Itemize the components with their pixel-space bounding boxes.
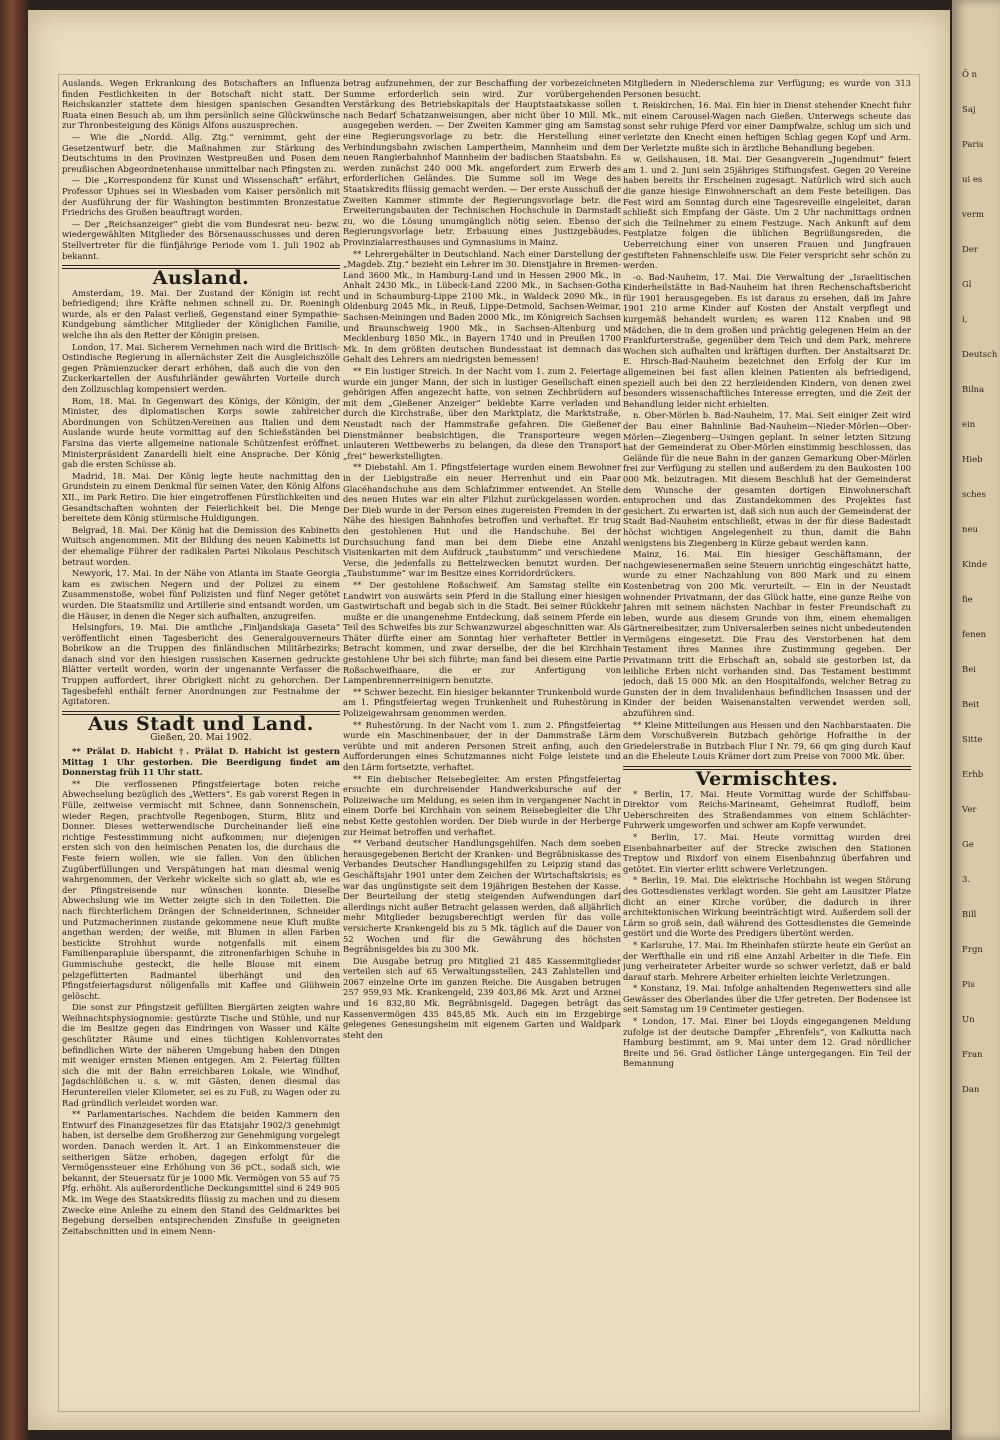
- article-text: ** Diebstahl. Am 1. Pfingstfeiertage wurden einem Bewohner in der Liebigstraße ein neuer Herrenhut und ein Paar Glacéhandschuhe aus dem Schlafzimmer entwendet. An Stelle des neuen Hutes war ein alter Filzhut zurückgelassen worden. Der Dieb wurde in der Person eines zugereisten Fremden in der Nähe des hiesigen Bahnhofes betroffen und verhaftet. Er trug den gestohlenen Hut und die Handschuhe. Bei der Durchsuchung fand man bei dem Diebe eine Anzahl Visitenkarten mit dem Aufdruck „taubstumm“ und verschiedene Verse, die jedenfalls zu Bettelzwecken benutzt wurden. Der „Taubstumme“ war im Besitze eines Korridordrückers.: [343, 462, 621, 579]
- adjacent-page-fragment: i,: [962, 315, 968, 325]
- adjacent-page-fragment: Dan: [962, 1085, 980, 1095]
- article-text: — Der „Reichsanzeiger“ giebt die vom Bundesrat neu- bezw. wiedergewählten Mitglieder des Börsenausschusses und deren Stellvertreter für die fünfjährige Periode vom 1. Juli 1902 ab bekannt.: [62, 218, 340, 261]
- section-heading-stadt-und-land: Aus Stadt und Land.: [88, 712, 314, 735]
- article-text: Newyork, 17. Mai. In der Nähe von Atlanta im Staate Georgia kam es zwischen Negern und der Polizei zu einem Zusammenstoße, wobei fünf Polizisten und fünf Neger getötet wurden. Die Staatsmiliz und Artillerie sind entsandt worden, um die Häuser, in denen die Neger sich aufhalten, anzugreifen.: [62, 568, 340, 621]
- adjacent-page-fragment: Saj: [962, 105, 976, 115]
- section-heading-ausland: Ausland.: [152, 267, 250, 290]
- article-text: ** Kleine Mitteilungen aus Hessen und den Nachbarstaaten. Die dem Vorschußverein Butzbach gehörige Hofraithe in der Griedelerstraße in Butzbach Flur I Nr. 79, 66 qm ging durch Kauf an die Eheleute Louis Krämer dort zum Preise von 7000 Mk. über.: [623, 719, 911, 762]
- article-text: * Berlin, 17. Mai. Heute vormittag wurden drei Eisenbahnarbeiter auf der Strecke zwischen den Stationen Treptow und Rixdorf von einem Eisenbahnzug überfahren und getötet. Ein vierter erlitt schwere Verletzungen.: [623, 831, 911, 874]
- article-text: Rom, 18. Mai. In Gegenwart des Königs, der Königin, der Minister, des diplomatischen Korps sowie zahlreicher Abordnungen von Schützen-Vereinen aus Italien und dem Auslande wurde heute vormittag auf den Schießständen bei Farsina das vierte allgemeine nationale Schützenfest eröffnet. Ministerpräsident Zanardelli hielt eine Ansprache. Der König gab die ersten Schüsse ab.: [62, 395, 340, 470]
- article-text: ** Verband deutscher Handlungsgehilfen. Nach dem soeben herausgegebenen Bericht der Kranken- und Begräbniskasse des Verbandes Deutscher Handlungsgehilfen zu Leipzig stand das Geschäftsjahr 1901 unter dem Zeichen der Wirtschaftskrisis; es war das ungünstigste seit dem 19jährigen Bestehen der Kasse. Der Beurteilung der stetig steigenden Aufwendungen darf allerdings nicht außer Betracht gelassen werden, daß alljährlich mehr Mitglieder bezugsberechtigt werden für das volle versicherte Krankengeld bis zu 5 Mk. täglich auf die Dauer von 52 Wochen und für die Gewährung des höchsten Begräbnisgeldes bis zu 300 Mk.: [343, 838, 621, 955]
- article-text: ** Ein lustiger Streich. In der Nacht vom 1. zum 2. Feiertage wurde ein junger Mann, der sich in lustiger Gesellschaft einen gehörigen Affen angezecht hatte, von seinen Zechbrüdern auf mit dem „Gießener Anzeiger“ beklebte Karre verladen und durch die Kirchstraße, über den Marktplatz, die Marktstraße, Neustadt nach der Hammstraße gefahren. Die Gießener Dienstmänner beabsichtigen, die Transporteure wegen unlauteren Wettbewerbs zu belangen, da diese den Transport „frei“ bewerkstelligten.: [343, 366, 621, 461]
- article-text: * Berlin, 17. Mai. Heute Vormittag wurde der Schiffsbau-Direktor vom Reichs-Marineamt, Geheimrat Rudloff, beim Ueberschreiten des Straßendammes von einem Schlächter-Fuhrwerk umgeworfen und schwer am Kopfe verwundet.: [623, 788, 911, 831]
- article-text: Amsterdam, 19. Mai. Der Zustand der Königin ist recht befriedigend; ihre Kräfte nehmen schnell zu. Dr. Roeningh wurde, als er den Palast verließ, Gegenstand einer Sympathie-Kundgebung sämtlicher Mitglieder der Königlichen Familie, welche ihn als den Retter der Königin preisen.: [62, 287, 340, 341]
- column-3: [623, 78, 911, 1408]
- adjacent-page-fragment: ui es: [962, 175, 983, 185]
- article-text: ** Parlamentarisches. Nachdem die beiden Kammern den Entwurf des Finanzgesetzes für das Etatsjahr 1902/3 genehmigt haben, ist derselbe dem Großherzog zur Genehmigung vorgelegt worden. Danach werden lt. Art. 1 an Einkommensteuer die seitherigen Sätze erhoben, dagegen erfolgt für die Vermögenssteuer eine Erhöhung von 36 pCt., sodaß sich, wie bekannt, der Steuersatz für je 1000 Mk. Vermögen von 55 auf 75 Pfg. erhöht. Als außerordentliche Deckungsmittel sind 6 249 905 Mk. im Wege des Staatskredits flüssig zu machen und zu diesem Zwecke eine Anleihe zu einem den Stand des Geldmarktes bei Begebung derselben entsprechenden Zinsfuße in geeigneten Zeitabschnitten und in einem Nenn-: [62, 1109, 340, 1236]
- adjacent-page-fragment: Deutsch: [962, 350, 998, 360]
- article-text: Belgrad, 18. Mai. Der König hat die Demission des Kabinetts Wuitsch angenommen. Mit der Bildung des neuen Kabinetts ist der ehemalige Führer der radikalen Partei Nikolaus Peschitsch betraut worden.: [62, 524, 340, 567]
- adjacent-page-fragment: 3.: [962, 875, 971, 885]
- article-text: * Karlsruhe, 17. Mai. Im Rheinhafen stürzte heute ein Gerüst an der Werfthalle ein und riß eine Anzahl Arbeiter in die Tiefe. Ein jung verheirateter Arbeiter wurde so schwer verletzt, daß er bald darauf starb. Mehrere Arbeiter erhielten leichte Verletzungen.: [623, 939, 911, 982]
- adjacent-page-fragment: Paris: [962, 140, 984, 150]
- adjacent-page-fragment: Bilna: [962, 385, 985, 395]
- adjacent-page-fragment: Hieb: [962, 455, 983, 465]
- article-text: w. Geilshausen, 18. Mai. Der Gesangverein „Jugendmut“ feiert am 1. und 2. Juni sein 25jähriges Stiftungsfest. Gegen 20 Vereine haben bereits ihr Erscheinen zugesagt. Natürlich wird sich auch die ganze hiesige Einwohnerschaft an dem Feste beteiligen. Das Fest wird am Sonntag durch eine Tagesreveille eingeleitet, daran schließt sich Empfang der Gäste. Um 2 Uhr nachmittags ordnen sich die Teilnehmer zu einem Festzuge. Nach Ankunft auf dem Festplatze folgen die üblichen Begrüßungsreden, die Ueberreichung einer von unseren Frauen und Jungfrauen gestifteten Fahnenschleife usw. Die Feier verspricht sehr schön zu werden.: [623, 154, 911, 271]
- article-text: Mainz, 16. Mai. Ein hiesiger Geschäftsmann, der nachgewiesenermaßen seine Steuern unrichtig eingeschätzt hatte, wurde zu einer Nachzahlung von 800 Mark und zu einem Kostenbetrag von 200 Mk. verurteilt. — Ein in der Neustadt wohnender Privatmann, der das Glück hatte, eine ganze Reihe von Jahren mit seinem nächsten Nachbar in fester Freundschaft zu leben, wurde aus diesem Grunde von ihm, einem ehemaligen Gärtnereibesitzer, zum Universalerben seines nicht unbedeutenden Vermögens eingesetzt. Die Frau des Verstorbenen hat dem Testament ihres Mannes ihre Zustimmung gegeben. Der Privatmann tritt die Erbschaft an, sobald sie gestorben ist, da leibliche Erben nicht vorhanden sind. Das Testament bestimmt jedoch, daß 15 000 Mk. an den Hospitalfonds, welcher Betrag zu Gunsten der in dem Invalidenhaus befindlichen Insassen und der Kinder der beiden Waisenanstalten verwendet werden soll, abzuführen sind.: [623, 549, 911, 719]
- article-text: — Wie die „Nordd. Allg. Ztg.“ vernimmt, geht der Gesetzentwurf betr. die Maßnahmen zur Stärkung des Deutschtums in den Provinzen Westpreußen und Posen dem preußischen Abgeordnetenhause unmittelbar nach Pfingsten zu.: [62, 131, 340, 174]
- adjacent-page-fragment: Ge: [962, 840, 974, 850]
- adjacent-page-fragment: Beit: [962, 700, 980, 710]
- article-text: * Berlin, 19. Mai. Die elektrische Hochbahn ist wegen Störung des Gottesdienstes verklagt worden. Sie geht am Lausitzer Platze dicht an einer Kirche vorüber, die dadurch in ihrer architektonischen Wirkung beeinträchtigt wird. Außerdem soll der Lärm so groß sein, daß während des Gottesdienstes die Gemeinde gestört und die Worte des Predigers übertönt werden.: [623, 875, 911, 939]
- adjacent-page-fragment: Bill: [962, 910, 977, 920]
- article-text: betrag aufzunehmen, der zur Beschaffung der vorbezeichneten Summe erforderlich sein wird. Zur vorübergehenden Verstärkung des Betriebskapitals der Hauptstaatskasse sollen nach Bedarf Schatzanweisungen, aber nicht über 10 Mill. Mk., ausgegeben werden. — Der Zweiten Kammer ging am Samstag eine Regierungsvorlage zu betr. die Herstellung einer Verbindungsbahn zwischen Lampertheim, Mannheim und dem neuen Rangierbahnhof Mannheim der badischen Staatsbahn. Es werden zunächst 240 000 Mk. angefordert zum Erwerb des erforderlichen Geländes. Die Summe soll im Wege des Staatskredits flüssig gemacht werden. — Der erste Ausschuß der Zweiten Kammer stimmte der Regierungsvorlage betr. die Erweiterungsbauten der Technischen Hochschule in Darmstadt zu, wo die Lösung unumgänglich nötig seien. Ebenso der Regierungsvorlage betr. Erbauung eines Justizgebäudes, Provinzialarresthauses und Gymnasiums in Mainz.: [343, 78, 621, 247]
- adjacent-page-fragment: Ö n: [962, 70, 978, 80]
- article-text: — Die „Korrespondenz für Kunst und Wissenschaft“ erfährt, Professor Uphues sei in Wiesbaden vom Kaiser persönlich mit der Ausführung der für Washington bestimmten Bronzestatue Friedrichs des Großen beauftragt worden.: [62, 175, 340, 218]
- article-text: n. Ober-Mörlen b. Bad-Nauheim, 17. Mai. Seit einiger Zeit wird der Bau einer Bahnlinie Bad-Nauheim—Nieder-Mörlen—Ober-Mörlen—Ziegenberg—Usingen geplant. In seiner letzten Sitzung hat der Gemeinderat zu Ober-Mörlen einstimmig beschlossen, das Gelände für die neue Bahn in der ganzen Gemarkung Ober-Mörlen frei zur Verfügung zu stellen und außerdem zu den Baukosten 100 000 Mk. beizutragen. Mit diesem Beschluß hat der Gemeinderat dem Wunsche der gesamten dortigen Einwohnerschaft entsprochen und das Zustandekommen des Projektes fast gesichert. Zu erwarten ist, daß sich nun auch der Gemeinderat der Stadt Bad-Nauheim entschließt, etwas in der für diese Badestadt höchst wichtigen Angelegenheit zu thun, damit die Bahn wenigstens bis Ziegenberg in Kürze gebaut werden kann.: [623, 410, 911, 548]
- book-spine: [0, 0, 28, 1440]
- adjacent-page-fragment: verm: [962, 210, 984, 220]
- article-text: ** Der gestohlene Roßschweif. Am Samstag stellte ein Landwirt von auswärts sein Pferd in die Stallung einer hiesigen Gastwirtschaft und begab sich in die Stadt. Bei seiner Rückkehr mußte er die unangenehme Entdeckung, daß seinem Pferde ein Teil des Schweifes bis zur Schwanzwurzel abgeschnitten war. Als Thäter dürfte einer am Sonntag hier verhafteter Bettler in Betracht kommen, und zwar derselbe, der die bei Kirchhain gestohlene Uhr bei sich führte; man fand bei diesem eine Partie Roßschweifhaare, die er zur Anfertigung von Lampenbrennerreinigern benutzte.: [343, 579, 621, 686]
- adjacent-page-fragment: fenen: [962, 630, 987, 640]
- article-text: ** Prälat D. Habicht †. Prälat D. Habicht ist gestern Mittag 1 Uhr gestorben. Die Beerdigung findet am Donnerstag früh 11 Uhr statt.: [62, 746, 340, 778]
- adjacent-page-fragment: Kinde: [962, 560, 988, 570]
- article-text: * London, 17. Mai. Einer bei Lloyds eingegangenen Meldung zufolge ist der deutsche Dampfer „Ehrenfels“, von Kalkutta nach Hamburg bestimmt, am 9. Mai unter dem 12. Grad nördlicher Breite und 56. Grad östlicher Länge untergegangen. Ein Teil der Bemannung: [623, 1016, 911, 1069]
- dateline: Gießen, 20. Mai 1902.: [150, 733, 252, 744]
- adjacent-page-fragment: Pis: [962, 980, 975, 990]
- article-text: Die sonst zur Pfingstzeit gefüllten Biergärten zeigten wahre Weihnachtsphysiognomie: gestürzte Tische und Stühle, und nur die im Besitze gegen das Eindringen von Wasser und Kälte geschützter Räume und eines tüchtigen Kohlenvorrates befindlichen Wirte der näheren Umgebung haben den Dingen mit weniger ernsten Mienen entgegen. Am 2. Feiertag füllten sich die mit der Bahn erreichbaren Lokale, wie Windhof, Jagdschlößchen u. s. w. mit Gästen, denen diesmal das Heruntereilen vieler Kilometer, sei es zu Fuß, zu Wagen oder zu Rad gründlich verleidet worden war.: [62, 1002, 340, 1108]
- article-text: London, 17. Mai. Sicherem Vernehmen nach wird die Britisch-Ostindische Regierung in allernächster Zeit die Ausgleichszölle gegen Prämienzucker derart erhöhen, daß auch die von den Zuckerkartellen der Ausfuhrländer gewährten Vorteile durch den Zollzuschlag kompensiert werden.: [62, 341, 340, 395]
- adjacent-page-fragment: Sitte: [962, 735, 983, 745]
- adjacent-page-edge: [952, 0, 1000, 1440]
- column-2: [343, 78, 621, 1408]
- article-text: -o. Bad-Nauheim, 17. Mai. Die Verwaltung der „Israelitischen Kinderheilstätte in Bad-Nauheim hat ihren Rechenschaftsbericht für 1901 herausgegeben. Es ist daraus zu ersehen, daß im Jahre 1901 210 arme Kinder auf Kosten der Anstalt verpflegt und kurgemäß behandelt wurden; es waren 112 Knaben und 98 Mädchen, die in dem großen und prächtig gelegenen Heim an der Frankfurterstraße, gegenüber dem Teich und dem Park, mehrere Wochen sich aufhalten und kräftigen durften. Der Anstaltsarzt Dr. E. Hirsch-Bad-Nauheim bezeichnet den Erfolg der Kur im allgemeinen bei fast allen kleinen Patienten als befriedigend, speziell auch bei den 22 herzleidenden Kindern, von denen zwei besonders wissenschaftliches Interesse erregten, und die Zeit der Behandlung leider nicht erhielten.: [623, 271, 911, 409]
- article-text: ** Ruhestörung. In der Nacht vom 1. zum 2. Pfingstfeiertag wurde ein Maschinenbauer, der in der Dammstraße Lärm verübte und mit anderen Personen Streit anfing, auch den Aufforderungen eines Schutzmannes nicht Folge leistete und den Lärm fortsetzte, verhaftet.: [343, 719, 621, 772]
- column-1: [62, 78, 340, 1408]
- adjacent-page-fragment: Ver: [962, 805, 977, 815]
- article-text: Helsingfors, 19. Mai. Die amtliche „Finljandskaja Gaseta“ veröffentlicht einen Tagesbericht des Generalgouverneurs Bobrikow an die Truppen des finländischen Militärbezirks; danach sind vor den hiesigen russischen Kasernen gedruckte Blätter verteilt worden, worin der ungenannte Verfasser die Truppen auffordert, ihrer Obrigkeit nicht zu gehorchen. Der Tagesbefehl enthält ferner Anordnungen zur Festnahme der Agitatoren.: [62, 622, 340, 707]
- article-text: ** Die verflossenen Pfingstfeiertage boten reiche Abwechselung bezüglich des „Wetters“. Es gab vorerst Regen in Fülle, zeitweise vermischt mit Schnee, dann Sonnenschein, wieder Regen, prachtvolle Regenbogen, Sturm, Blitz und Donner. Dieses wetterwendische Durcheinander ließ eine richtige Festesstimmung nicht aufkommen; nur diejenigen ersten sich von den heimischen Penaten los, die durchaus die Feste feiern wollen, wie sie fallen. Von den üblichen Zugüberfüllungen und Verspätungen hat man diesmal wenig wahrgenommen, der Verkehr wickelte sich so glatt ab, wie es der Pfingstreisende nur wünschen konnte. Dieselbe Abwechslung wie im Wetter zeigte sich in den Toiletten. Die nach fürchterlichem Drängen der Schneiderinnen, Schneider und Putzmacherinnen zustande gekommene neue Kluft mußte angethan werden; der weiße, mit Blumen in allen Farben bestickte Strohhut wurde notgenfalls mit einem Familienparapluie überspannt, die zitronenfarbigen Schuhe in Gummischuhe gesteckt, die helle Blouse mit einem pelzgefütterten Radmantel überhängt und den Pfingstfeiertagsdurst nöligenfalls mit Kaffee und Glühwein gelöscht.: [62, 778, 340, 1001]
- adjacent-page-fragment: sches: [962, 490, 986, 500]
- adjacent-page-fragment: Erhb: [962, 770, 984, 780]
- adjacent-page-fragment: neu: [962, 525, 978, 535]
- article-text: ** Schwer bezecht. Ein hiesiger bekannter Trunkenbold wurde am 1. Pfingstfeiertag wegen Trunkenheit und Ruhestörung in Polizeigewahrsam genommen werden.: [343, 686, 621, 719]
- article-text: ** Ein diebischer Reisebegleiter. Am ersten Pfingstfeiertag ersuchte ein durchreisender Handwerksbursche auf der Polizeiwache um Meldung, es seien ihm in vergangener Nacht in einem Dorfe bei Kirchhain von seinem Reisebegleiter die Uhr nebst Kette gestohlen worden. Der Dieb wurde in der Herberge zur Heimat betroffen und verhaftet.: [343, 773, 621, 837]
- adjacent-page-fragment: Bei: [962, 665, 976, 675]
- article-text: ** Lehrergehälter in Deutschland. Nach einer Darstellung der „Magdeb. Ztg.“ bezieht ein Lehrer im 30. Dienstjahre in Bremen-Land 3600 Mk., in Hamburg-Land und in Hessen 2900 Mk., in Anhalt 2430 Mk., in Lübeck-Land 2200 Mk., in Sachsen-Gotha und in Schaumburg-Lippe 2100 Mk., in Waldeck 2090 Mk., in Oldenburg 2045 Mk., in Reuß, Lippe-Detmold, Sachsen-Weimar, Sachsen-Meiningen und Baden 2000 Mk., im Königreich Sachsen und Braunschweig 1900 Mk., in Sachsen-Altenburg und Mecklenburg 1850 Mk., in Bayern 1740 und in Preußen 1700 Mk. In dem größten deutschen Bundesstaat ist demnach das Gehalt des Lehrers am niedrigsten bemessen!: [343, 248, 621, 365]
- adjacent-page-fragment: fie: [962, 595, 973, 605]
- article-text: Mitgliedern in Niederschlema zur Verfügung; es wurde von 313 Personen besucht.: [623, 78, 911, 99]
- article-text: Die Ausgabe betrug pro Mitglied 21 485 Kassenmitglieder verteilen sich auf 65 Verwaltungsstellen, 243 Zahlstellen und 2067 einzelne Orte im ganzen Reiche. Die Ausgaben betrugen 257 959,93 Mk. Krankengeld, 239 403,86 Mk. Arzt und Arznei und 16 832,80 Mk. Begräbnisgeld. Dagegen beträgt das Kassenvermögen 435 845,85 Mk. Auch ein im Erzgebirge gelegenes Genesungsheim mit eigenem Garten und Waldpark steht den: [343, 955, 621, 1040]
- article-text: t. Reiskirchen, 16. Mai. Ein hier in Dienst stehender Knecht fuhr mit einem Carousel-Wagen nach Gießen. Unterwegs scheute das sonst sehr ruhige Pferd vor einer Dampfwalze, schlug um sich und verletzte den Knecht einen heftigen Schlag gegen Kopf und Arm. Der Verletzte mußte sich in ärztliche Behandlung begeben.: [623, 100, 911, 153]
- section-heading-vermischtes: Vermischtes.: [695, 768, 839, 790]
- adjacent-page-fragment: Der: [962, 245, 978, 255]
- article-text: Auslands. Wegen Erkrankung des Botschafters an Influenza finden Festlichkeiten in der Botschaft nicht statt. Der Reichskanzler stattete dem hiesigen spanischen Gesandten Ruata einen Besuch ab, um ihm persönlich seine Glückwünsche zur Thronbesteigung des Königs Alfons auszusprechen.: [62, 78, 340, 131]
- adjacent-page-fragment: Frgn: [962, 945, 983, 955]
- adjacent-page-fragment: Fran: [962, 1050, 983, 1060]
- article-text: Madrid, 18. Mai. Der König legte heute nachmittag den Grundstein zu einem Denkmal für seinen Vater, den König Alfons XII., im Park Retiro. Die hier eingetroffenen Fürstlichkeiten und Gesandtschaften wohnten der Feierlichkeit bei. Die Menge bereitete dem König stürmische Huldigungen.: [62, 470, 340, 524]
- adjacent-page-fragment: Un: [962, 1015, 975, 1025]
- article-text: * Konstanz, 19. Mai. Infolge anhaltenden Regenwetters sind alle Gewässer des Oberlandes über die Ufer getreten. Der Bodensee ist seit Samstag um 19 Centimeter gestiegen.: [623, 983, 911, 1015]
- adjacent-page-fragment: Gl: [962, 280, 972, 290]
- adjacent-page-fragment: ein: [962, 420, 976, 430]
